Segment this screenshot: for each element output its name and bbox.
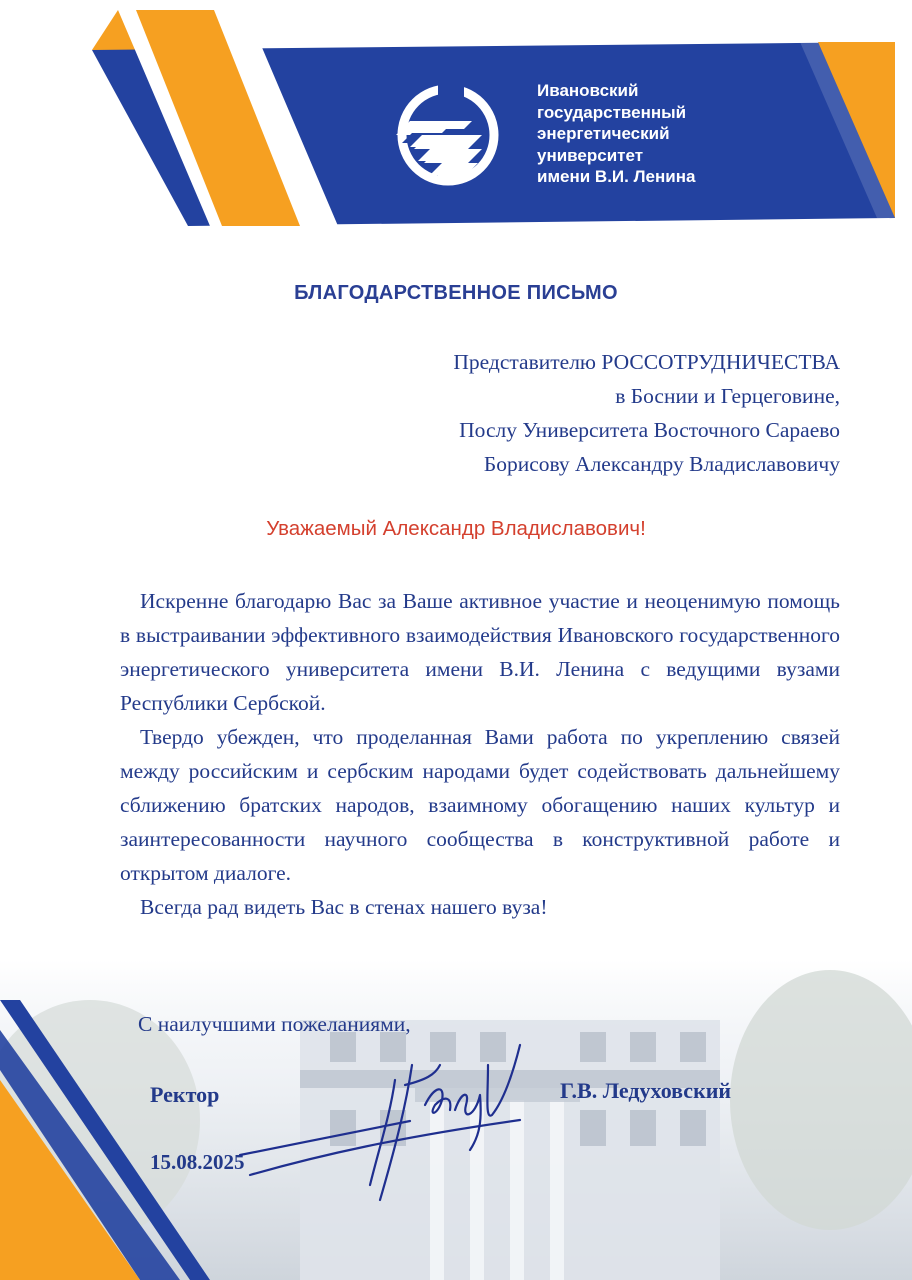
- addressee-line: Представителю РОССОТРУДНИЧЕСТВА: [453, 350, 840, 374]
- addressee-block: [453, 345, 840, 481]
- university-name-line: государственный: [537, 102, 687, 122]
- university-name: [537, 80, 867, 188]
- addressee-line: в Боснии и Герцеговине,: [615, 384, 840, 408]
- university-name-line: университет: [537, 145, 644, 165]
- university-name-line: имени В.И. Ленина: [537, 167, 696, 186]
- signer-title: Ректор: [150, 1082, 220, 1107]
- salutation: Уважаемый Александр Владиславович!: [266, 517, 646, 540]
- body-paragraph: Твердо убежден, что проделанная Вами работа по укреплению связей между российским и сербским народами будет содействовать дальнейшему сближению братских народов, взаимному обогащению наших культур и заинтересованности научного сообщества в конструктивной работе и открытом диалоге.: [120, 725, 840, 885]
- closing-phrase: С наилучшими пожеланиями,: [138, 1012, 411, 1036]
- signer-name: Г.В. Ледуховский: [560, 1078, 732, 1103]
- addressee-line: Борисову Александру Владиславовичу: [483, 452, 840, 476]
- university-name-line: энергетический: [537, 124, 670, 143]
- letter-date: 15.08.2025: [150, 1150, 245, 1174]
- body-paragraph: Искренне благодарю Вас за Ваше активное участие и неоценимую помощь в выстраивании эффективного взаимодействия Ивановского государственного энергетического университета имени В.И. Ленина с ведущими вузами Республики Сербской.: [120, 589, 840, 715]
- handwritten-signature: [230, 1025, 530, 1205]
- body-paragraph: Всегда рад видеть Вас в стенах нашего вуза!: [140, 895, 548, 919]
- letter-body: [120, 584, 840, 924]
- university-name-line: Ивановский: [537, 81, 639, 100]
- addressee-line: Послу Университета Восточного Сараево: [459, 418, 840, 442]
- letter-title: БЛАГОДАРСТВЕННОЕ ПИСЬМО: [294, 282, 618, 304]
